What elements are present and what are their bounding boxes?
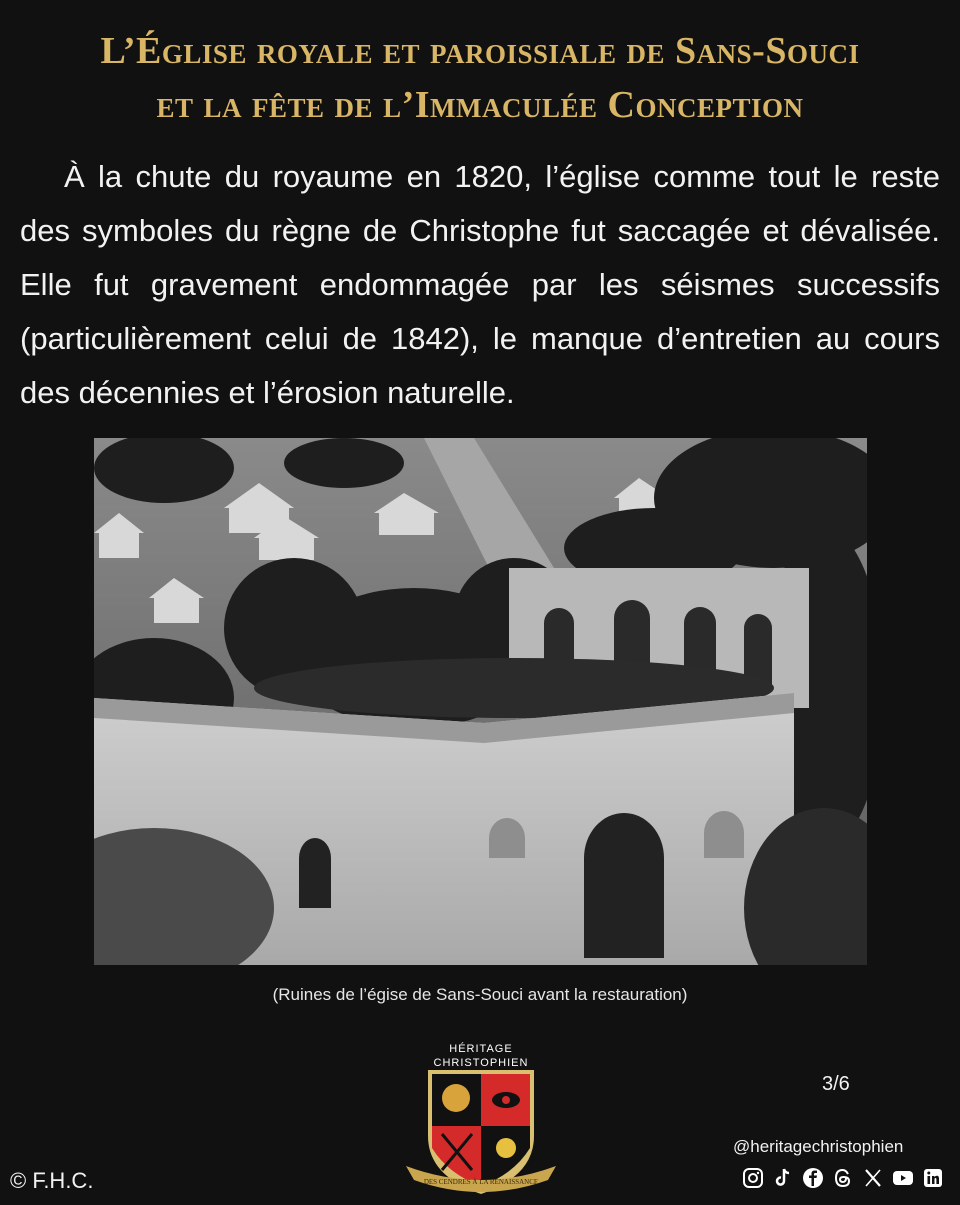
page-number: 3/6 [822,1073,850,1095]
copyright-notice: © F.H.C. [10,1168,94,1193]
title-line-1: L’Église royale et paroissiale de Sans-Souci [100,30,860,72]
facebook-icon[interactable] [801,1166,825,1190]
youtube-icon[interactable] [891,1166,915,1190]
phoenix-icon [442,1084,470,1112]
crest-line-1: HÉRITAGE [449,1043,513,1055]
social-handle: @heritagechristophien [733,1137,904,1156]
body-paragraph: À la chute du royaume en 1820, l’église comme tout le reste des symboles du règne de Christophe fut saccagée et dévalisée. Elle fut gravement endommagée par les séismes successifs (particulièrement celui de 1842), le manque d’entretien au cours des décennies et l’érosion naturelle. [20,159,940,410]
crest-line-2: CHRISTOPHIEN [433,1057,529,1069]
photo-caption: (Ruines de l’égise de Sans-Souci avant la restauration) [272,985,688,1004]
church-ruins-photo [94,438,867,965]
sun-icon [496,1138,516,1158]
crest-motto: DES CENDRES À LA RENAISSANCE [423,1178,539,1186]
x-icon[interactable] [861,1166,885,1190]
social-icons [741,1166,945,1190]
linkedin-icon[interactable] [921,1166,945,1190]
title-line-2: et la fête de l’Immaculée Conception [156,84,804,126]
tiktok-icon[interactable] [771,1166,795,1190]
threads-icon[interactable] [831,1166,855,1190]
page-title [0,24,960,132]
heritage-christophien-crest [398,1036,564,1200]
instagram-icon[interactable] [741,1166,765,1190]
